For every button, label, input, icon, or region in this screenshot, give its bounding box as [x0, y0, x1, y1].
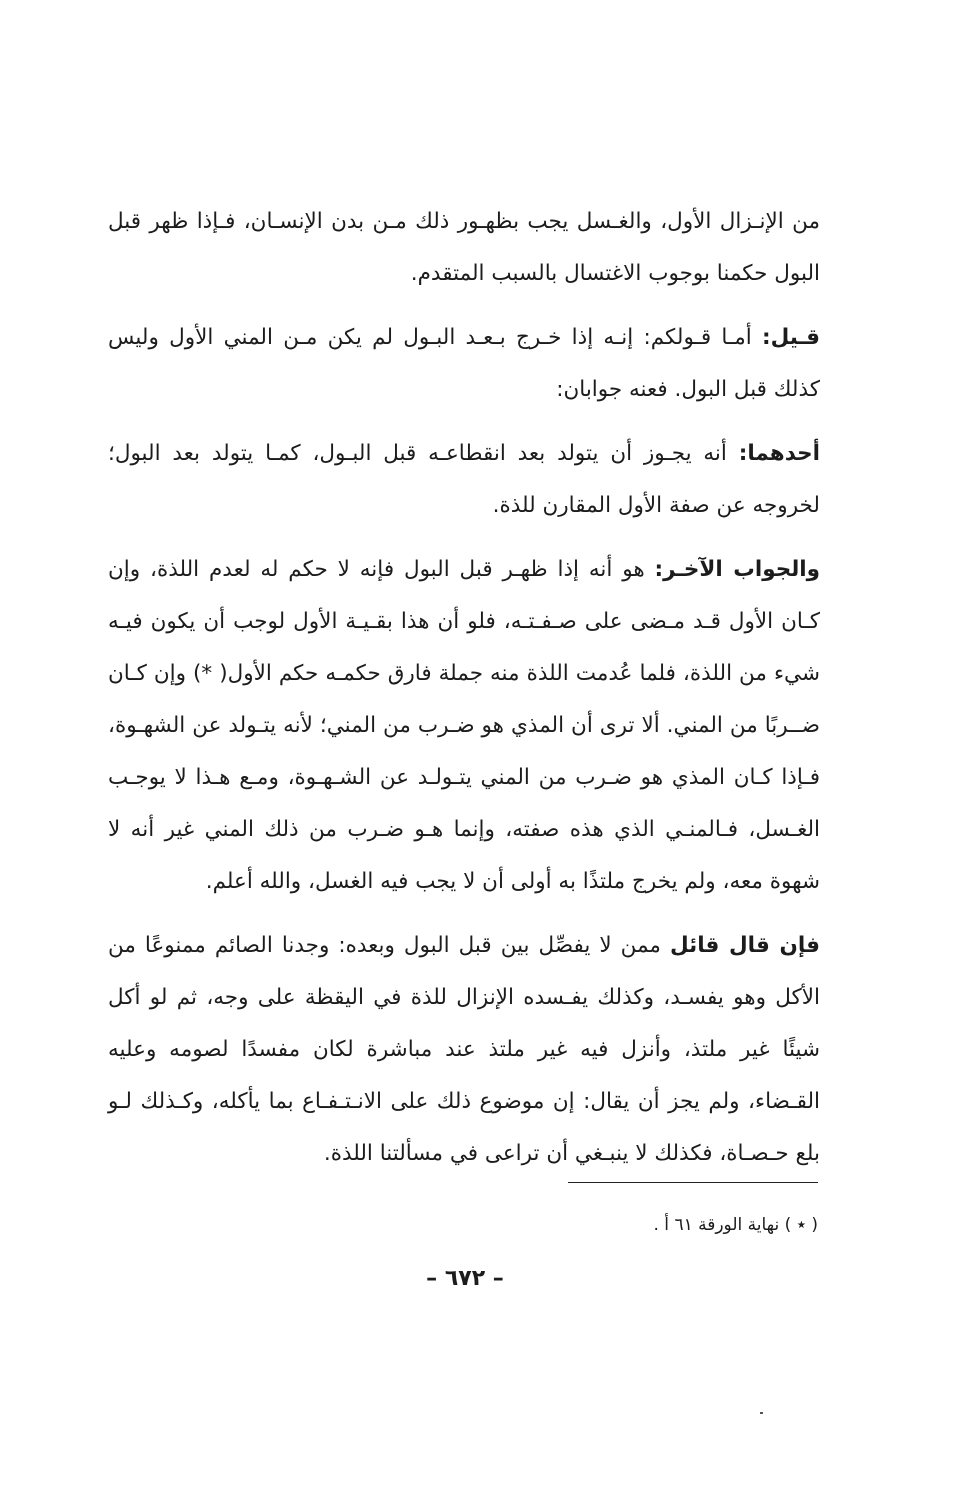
paragraph-1 [108, 196, 820, 300]
footnote-marker: ( ٭ ) [784, 1215, 818, 1235]
paragraph-3-text: أنه يجـوز أن يتولد بعد انقطاعـه قبل البـول، كمـا يتولد بعد البول؛ لخروجه عن صفة الأول المقارن للذة. [108, 441, 820, 518]
paragraph-5-text: ممن لا يفصِّل بين قبل البول وبعده: وجدنا الصائم ممنوعًا من الأكل وهو يفسـد، وكذلك يفـسده الإنزال للذة في اليقظة على وجه، ثم لو أكل شيئًا غير ملتذ، وأنزل فيه غير ملتذ عند مباشرة لكان مفسدًا لصومه وعليه القـضاء، ولم يجز أن يقال: إن موضوع ذلك على الانـتـفـاع بما يأكله، وكـذلك لـو بلع حـصـاة، فكذلك لا ينبـغي أن تراعى في مسألتنا اللذة. [108, 933, 820, 1166]
paragraph-3-lead: أحدهما: [738, 441, 820, 466]
paragraph-4-lead: والجواب الآخـر: [654, 557, 821, 582]
page-number: – ٦٧٢ – [426, 1266, 504, 1291]
paragraph-2-text: أمـا قـولكم: إنـه إذا خـرج بـعـد البـول لم يكن مـن المني الأول وليس كذلك قبل البول. فعنه جوابان: [108, 325, 820, 402]
paragraph-5 [108, 920, 820, 1180]
footnote-divider [568, 1182, 818, 1183]
footnote-text: نهاية الورقة ٦١ أ . [653, 1215, 780, 1235]
paragraph-5-lead: فإن قال قائل [669, 933, 820, 958]
paragraph-4-text: هو أنه إذا ظهـر قبل البول فإنه لا حكم له لعدم اللذة، وإن كـان الأول قـد مـضى على صـفـتـه، فلو أن هذا بقـيـة الأول لوجب أن يكون فيـه شيء من اللذة، فلما عُدمت اللذة منه جملة فارق حكمـه حكم الأول( *) وإن كـان ضــربًا من المني. ألا ترى أن المذي هو ضـرب من المني؛ لأنه يتـولد عن الشهـوة، فـإذا كـان المذي هو ضـرب من المني يتـولـد عن الشـهـوة، ومـع هـذا لا يوجـب الغـسل، فـالمنـي الذي هذه صفته، وإنما هـو ضـرب من ذلك المني غير أنه لا شهوة معه، ولم يخرج ملتذًا به أولى أن لا يجب فيه الغسل، والله أعلم. [108, 557, 820, 894]
scan-speck [760, 1412, 763, 1414]
paragraph-4 [108, 544, 820, 908]
paragraph-1-text: من الإنـزال الأول، والغـسل يجب بظهـور ذلك مـن بدن الإنسـان، فـإذا ظهر قبل البول حكمنا بوجوب الاغتسال بالسبب المتقدم. [108, 209, 820, 286]
footnote [654, 1212, 819, 1238]
paragraph-3 [108, 428, 820, 532]
paragraph-2 [108, 312, 820, 416]
paragraph-2-lead: قـيل: [762, 325, 820, 350]
page-body [108, 196, 820, 1192]
